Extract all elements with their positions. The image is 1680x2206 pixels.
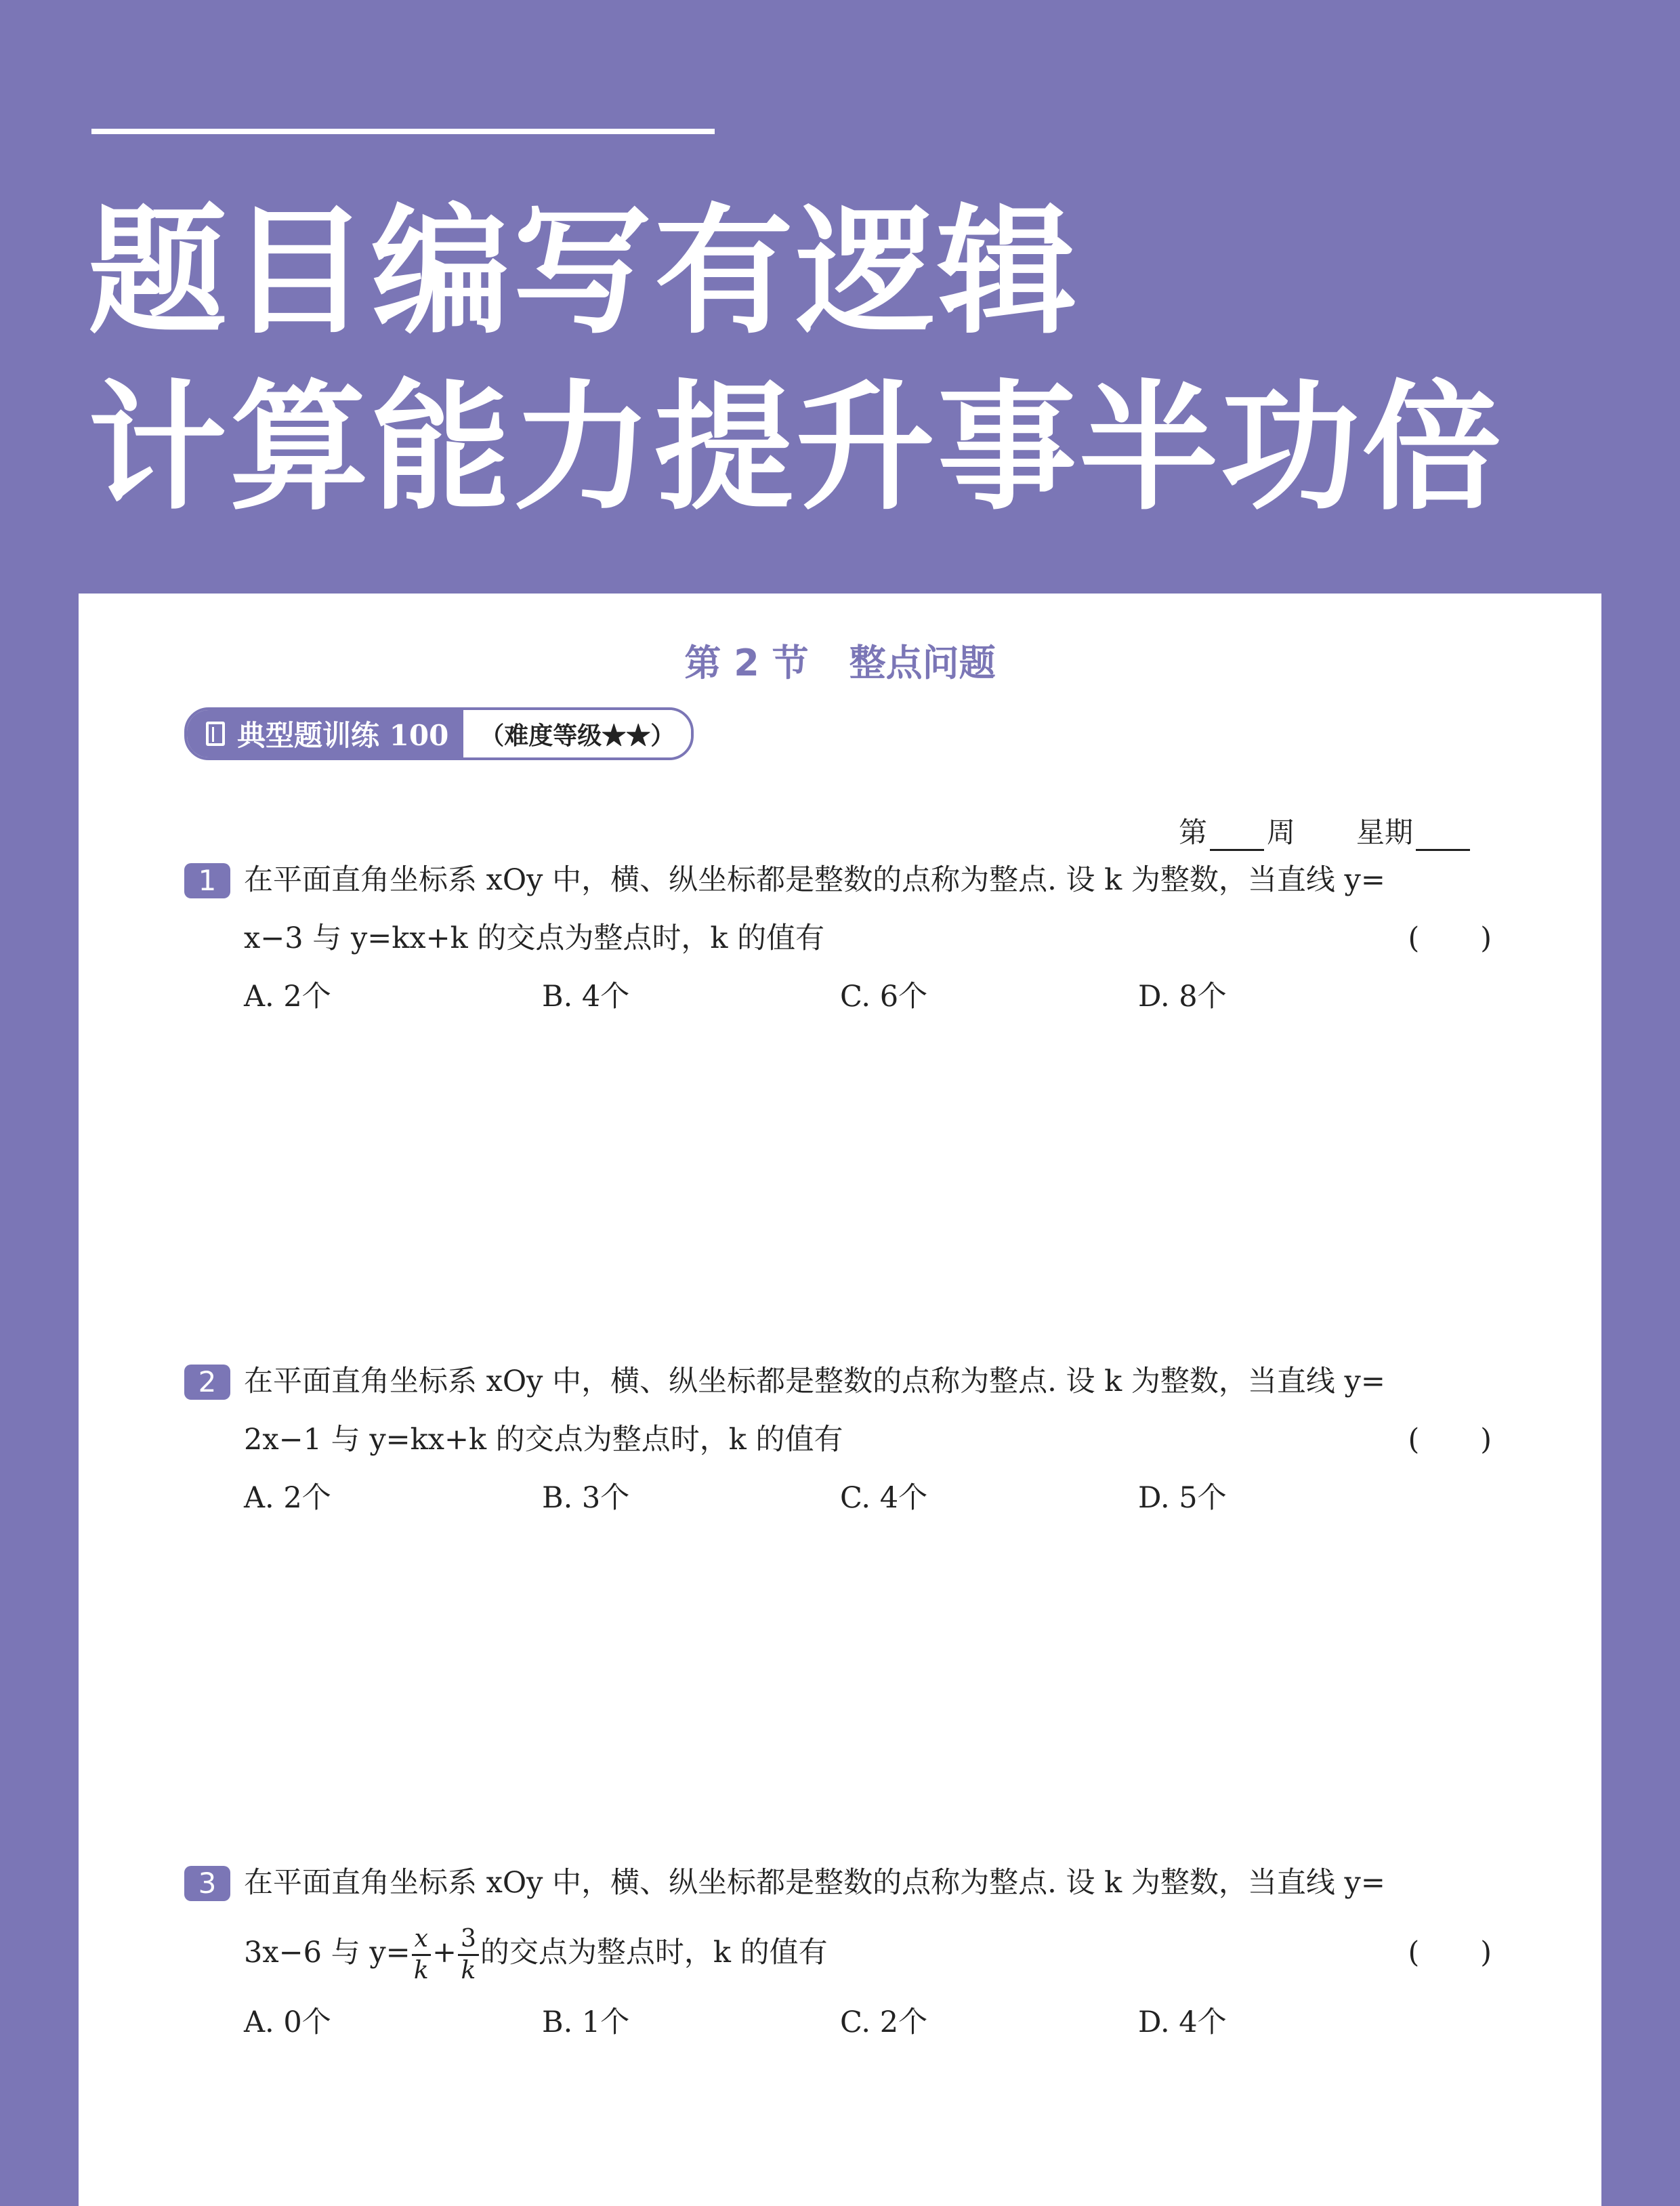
day-blank[interactable] (1416, 822, 1470, 851)
section-label: 第 2 节 (684, 642, 809, 684)
option-b[interactable]: B. 3个 (542, 1481, 630, 1515)
answer-bracket[interactable]: ( ) (1408, 921, 1492, 955)
hero-title-line-2: 计算能力提升事半功倍 (88, 368, 1504, 529)
question-number: 1 (184, 863, 230, 898)
answer-bracket[interactable]: ( ) (1408, 1936, 1492, 1970)
option-b[interactable]: B. 4个 (542, 980, 630, 1014)
option-a[interactable]: A. 0个 (244, 2005, 331, 2039)
week-label: 周 (1266, 816, 1295, 849)
question-text-line-1: 在平面直角坐标系 xOy 中，横、纵坐标都是整数的点称为整点. 设 k 为整数，当直线 y= (244, 1365, 1385, 1398)
option-c[interactable]: C. 6个 (840, 980, 928, 1014)
question-1 (184, 851, 1492, 1026)
plus-sign: + (432, 1936, 457, 1970)
option-d[interactable]: D. 8个 (1138, 980, 1227, 1014)
fraction-x-over-k: $\frac{x}{k}$ (412, 1927, 431, 1983)
exercise-badge (184, 707, 694, 760)
week-day-field (1179, 810, 1473, 851)
question-text-line-2 (244, 1912, 828, 1993)
section-heading (79, 634, 1601, 686)
option-d[interactable]: D. 5个 (1138, 1481, 1227, 1515)
day-label: 星期 (1356, 816, 1413, 849)
answer-options (184, 1993, 1492, 2052)
week-blank[interactable] (1210, 822, 1264, 851)
answer-bracket[interactable]: ( ) (1408, 1423, 1492, 1457)
question-text-line-1: 在平面直角坐标系 xOy 中，横、纵坐标都是整数的点称为整点. 设 k 为整数，当直线 y= (244, 1866, 1385, 1900)
question-2 (184, 1352, 1492, 1527)
book-icon (206, 722, 225, 746)
question-text-line-2: x−3 与 y=kx+k 的交点为整点时，k 的值有 (244, 921, 825, 955)
difficulty-label: （难度等级★★） (463, 710, 691, 757)
question-number: 2 (184, 1365, 230, 1400)
badge-title: 典型题训练 100 (237, 719, 449, 752)
equation-suffix: 的交点为整点时，k 的值有 (480, 1936, 828, 1970)
week-prefix: 第 (1178, 816, 1207, 849)
option-c[interactable]: C. 2个 (840, 2005, 928, 2039)
option-d[interactable]: D. 4个 (1138, 2005, 1227, 2039)
question-number: 3 (184, 1866, 230, 1901)
equation-prefix: 3x−6 与 y= (244, 1936, 411, 1970)
answer-options (184, 967, 1492, 1026)
hero-rule (91, 129, 715, 134)
question-3 (184, 1854, 1492, 2052)
hero-title-line-1: 题目编写有逻辑 (88, 192, 1079, 353)
fraction-3-over-k: $\frac{3}{k}$ (458, 1927, 479, 1983)
question-text-line-1: 在平面直角坐标系 xOy 中，横、纵坐标都是整数的点称为整点. 设 k 为整数，当直线 y= (244, 863, 1385, 897)
worksheet-page (79, 594, 1601, 2206)
option-a[interactable]: A. 2个 (244, 1481, 331, 1515)
option-c[interactable]: C. 4个 (840, 1481, 928, 1515)
question-text-line-2: 2x−1 与 y=kx+k 的交点为整点时，k 的值有 (244, 1423, 843, 1457)
section-title: 整点问题 (849, 642, 996, 684)
answer-options (184, 1469, 1492, 1527)
option-a[interactable]: A. 2个 (244, 980, 331, 1014)
option-b[interactable]: B. 1个 (542, 2005, 630, 2039)
